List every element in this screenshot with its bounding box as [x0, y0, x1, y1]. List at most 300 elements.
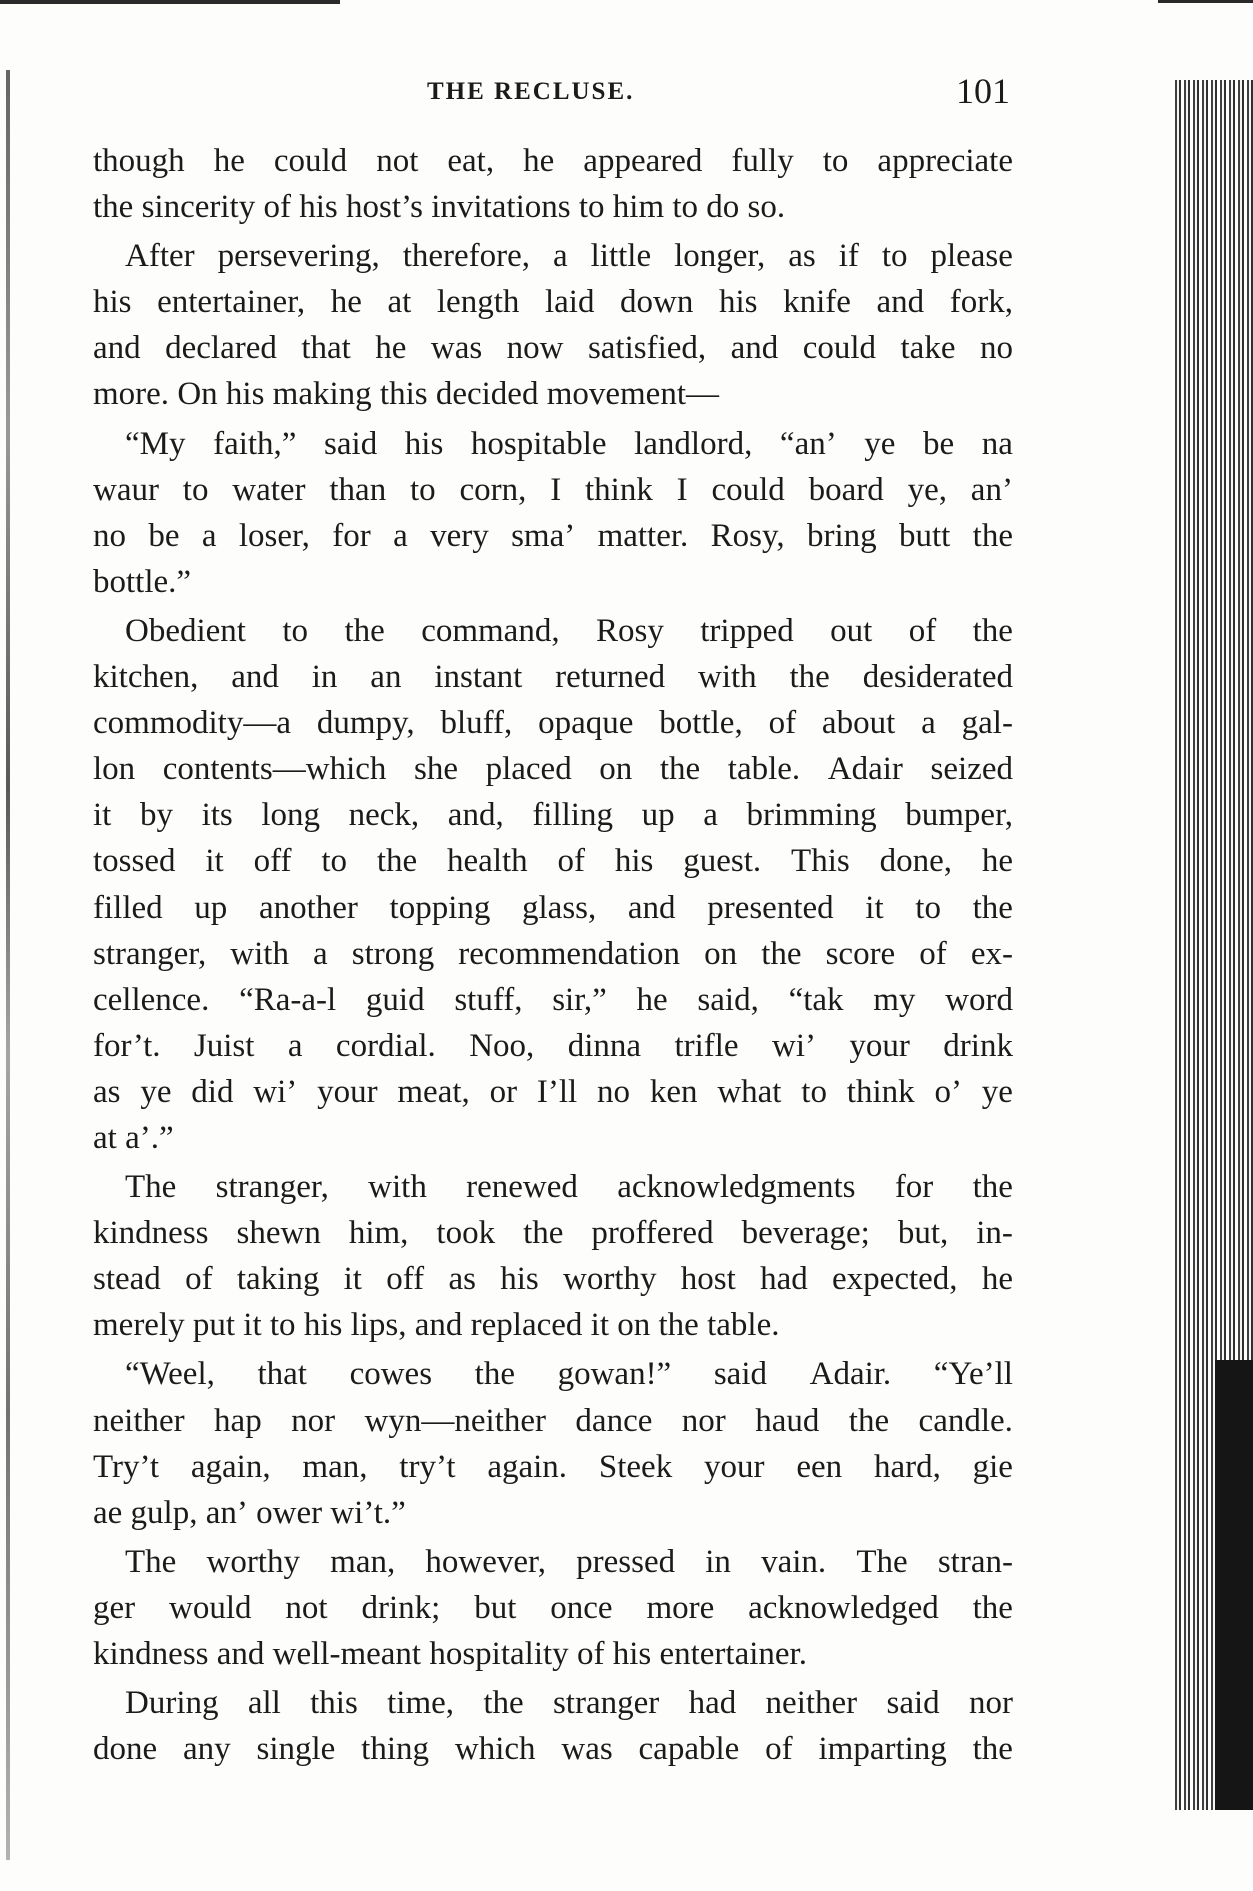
word: was	[430, 330, 483, 367]
word: of	[557, 843, 586, 880]
word: appeared	[583, 143, 703, 179]
word: seized	[930, 751, 1013, 788]
word: appreciate	[877, 143, 1013, 179]
word: fully	[731, 143, 794, 179]
word: the	[972, 1169, 1013, 1206]
word: any	[183, 1731, 231, 1768]
word: and	[876, 284, 925, 321]
word: as	[448, 1261, 476, 1298]
word: what	[717, 1073, 782, 1110]
word: longer,	[674, 238, 766, 275]
word: entertainer,	[157, 284, 306, 321]
text-line	[93, 1351, 1013, 1397]
word: topping	[389, 889, 491, 926]
word: “an’	[779, 425, 837, 462]
word: the	[848, 1402, 890, 1439]
word: down	[620, 284, 694, 321]
text-line	[93, 700, 1013, 746]
word: of	[919, 935, 947, 972]
word: stead	[93, 1261, 161, 1298]
word: bluff,	[440, 705, 513, 742]
word: making	[272, 376, 380, 413]
word: she	[413, 751, 458, 788]
text-line	[93, 1539, 1013, 1585]
word: it	[865, 889, 884, 926]
word: of	[768, 705, 797, 742]
word: and	[627, 889, 676, 926]
word: man,	[302, 1448, 368, 1485]
word: think	[585, 471, 653, 508]
word: filling	[532, 797, 613, 834]
word: acknowledgments	[617, 1169, 856, 1206]
word: said,	[697, 981, 759, 1018]
word: invitations	[431, 189, 579, 226]
word: wi’	[253, 1073, 298, 1110]
word: sir,”	[552, 981, 607, 1018]
word: took	[436, 1215, 496, 1252]
word: of	[263, 189, 300, 226]
text-line	[93, 1164, 1013, 1210]
word: the	[972, 1731, 1013, 1768]
word: so.	[747, 189, 786, 226]
word: do	[706, 189, 748, 226]
word: stuff,	[454, 981, 523, 1018]
word: no	[597, 1073, 631, 1110]
word: water	[232, 471, 306, 508]
word: worthy	[206, 1543, 300, 1580]
word: laid	[544, 284, 595, 321]
word: ye,	[907, 471, 947, 508]
word: gulp,	[130, 1494, 206, 1531]
word: sma’	[511, 517, 576, 554]
word: it	[590, 1307, 618, 1344]
text-line	[93, 279, 1013, 325]
word: stranger,	[93, 935, 207, 972]
text-line	[93, 977, 1013, 1023]
text-line	[93, 1631, 1013, 1677]
word: please	[930, 238, 1013, 275]
text-line	[93, 1115, 1013, 1161]
left-page-edge	[6, 70, 10, 1860]
word: The	[125, 1543, 177, 1580]
word: and	[93, 330, 141, 367]
text-line	[93, 931, 1013, 977]
text-line	[93, 325, 1013, 371]
word: contents—which	[162, 751, 387, 788]
word: sincerity	[141, 189, 264, 226]
word: his	[225, 376, 273, 413]
word: the	[761, 935, 802, 972]
word: merely	[93, 1307, 193, 1344]
word: pressed	[576, 1543, 676, 1580]
word: him,	[348, 1215, 409, 1252]
word: beverage;	[741, 1215, 870, 1252]
word: in-	[976, 1215, 1013, 1252]
word: imparting	[818, 1731, 947, 1768]
word: could	[273, 143, 348, 179]
word: replaced	[470, 1307, 591, 1344]
word: of	[765, 1731, 793, 1768]
word: brimming	[746, 797, 877, 834]
word: opaque	[538, 705, 634, 742]
word: to	[410, 471, 436, 508]
text-line	[93, 184, 1013, 230]
word: butt	[898, 517, 951, 554]
word: meat,	[397, 1073, 470, 1110]
word: with	[697, 659, 757, 696]
text-line	[93, 233, 1013, 279]
word: dance	[575, 1402, 653, 1439]
word: to	[578, 189, 613, 226]
word: put	[192, 1307, 244, 1344]
word: and	[231, 659, 279, 696]
word: little	[590, 238, 652, 275]
word: the	[523, 1215, 564, 1252]
word: the	[972, 1589, 1013, 1626]
text-line	[93, 1023, 1013, 1069]
text-line	[93, 885, 1013, 931]
word: drink	[943, 1027, 1013, 1064]
word: think	[846, 1073, 915, 1110]
word: corn,	[459, 471, 527, 508]
word: its	[201, 797, 233, 834]
top-edge-rule	[0, 0, 340, 4]
text-line	[93, 467, 1013, 513]
word: for’t.	[93, 1027, 161, 1064]
word: capable	[638, 1731, 740, 1768]
word: off	[386, 1261, 425, 1298]
word: neither	[93, 1402, 185, 1439]
word: landlord,	[634, 425, 753, 462]
word: up	[194, 889, 228, 926]
word: entertainer.	[659, 1636, 807, 1672]
word: placed	[485, 751, 572, 788]
word: nor	[968, 1685, 1013, 1722]
word: drink;	[361, 1589, 441, 1626]
word: gowan!”	[557, 1356, 672, 1393]
word: up	[641, 797, 675, 834]
text-line	[93, 1210, 1013, 1256]
text-line	[93, 421, 1013, 467]
text-line	[93, 1726, 1013, 1772]
word: though	[93, 143, 185, 179]
word: the	[972, 517, 1013, 554]
word: than	[329, 471, 387, 508]
body-text	[93, 138, 1013, 1772]
word: in	[705, 1543, 731, 1580]
word: faith,”	[213, 425, 297, 462]
word: and,	[447, 797, 504, 834]
word: neither	[765, 1685, 858, 1722]
word: his	[614, 843, 654, 880]
word: expected,	[832, 1261, 958, 1298]
word: a	[553, 238, 568, 275]
word: on	[704, 935, 738, 972]
word: about	[821, 705, 896, 742]
word: Noo,	[469, 1027, 535, 1064]
word: ger	[93, 1589, 136, 1626]
word: as	[788, 238, 816, 275]
word: and	[414, 1307, 471, 1344]
text-line	[93, 1444, 1013, 1490]
word: table.	[707, 1307, 780, 1344]
word: bottle,	[659, 705, 743, 742]
word: strong	[351, 935, 435, 972]
word: ken	[649, 1073, 698, 1110]
word: he	[523, 143, 555, 179]
word: na	[981, 425, 1013, 462]
word: persevering,	[217, 238, 380, 275]
word: During	[125, 1685, 219, 1722]
word: or	[489, 1073, 518, 1110]
word: After	[125, 238, 195, 275]
word: Rosy	[595, 612, 664, 649]
word: take	[900, 330, 956, 367]
word: guid	[365, 981, 425, 1018]
word: declared	[165, 330, 277, 367]
word: gie	[972, 1448, 1013, 1485]
word: matter.	[597, 517, 689, 554]
word: not	[376, 143, 419, 179]
word: that	[301, 330, 351, 367]
word: presented	[707, 889, 834, 926]
word: he	[330, 284, 362, 321]
word: neck,	[348, 797, 420, 834]
word: a	[393, 517, 408, 554]
word: decided	[435, 376, 547, 413]
word: the	[659, 751, 701, 788]
word: bumper,	[905, 797, 1013, 834]
word: the	[483, 1685, 524, 1722]
word: to	[269, 1307, 304, 1344]
word: knife	[783, 284, 851, 321]
word: bottle.”	[93, 563, 192, 600]
word: gal-	[961, 705, 1013, 742]
word: no	[979, 330, 1013, 367]
word: “Weel,	[125, 1356, 215, 1393]
word: which	[454, 1731, 536, 1768]
word: loser,	[238, 517, 310, 554]
word: score	[825, 935, 896, 972]
word: stran-	[937, 1543, 1013, 1580]
word: I	[550, 471, 562, 508]
word: but	[474, 1589, 517, 1626]
word: bring	[806, 517, 877, 554]
word: een	[796, 1448, 843, 1485]
word: said	[713, 1356, 767, 1393]
word: ye	[981, 1073, 1013, 1110]
word: a	[201, 517, 217, 554]
word: and	[730, 330, 779, 367]
word: and	[216, 1636, 273, 1672]
word: kindness	[93, 1215, 209, 1252]
word: host	[680, 1261, 736, 1298]
word: however,	[425, 1543, 546, 1580]
word: his	[718, 284, 758, 321]
word: movement—	[546, 376, 720, 413]
word: he	[213, 143, 245, 179]
word: therefore,	[402, 238, 531, 275]
word: for	[332, 517, 371, 554]
word: that	[257, 1356, 307, 1393]
text-line	[93, 1585, 1013, 1631]
word: it	[205, 843, 224, 880]
page-number: 101	[956, 71, 1010, 111]
text-line	[93, 559, 1013, 605]
word: Adair.	[809, 1356, 892, 1393]
word: cellence.	[93, 981, 210, 1018]
word: done,	[879, 843, 952, 880]
word: filled	[93, 889, 163, 926]
word: again,	[190, 1448, 271, 1485]
word: his	[93, 284, 132, 321]
word: with	[230, 935, 289, 972]
word: the	[658, 1307, 708, 1344]
word: stranger,	[215, 1169, 329, 1206]
word: ae	[93, 1494, 131, 1531]
word: eat,	[447, 143, 495, 179]
word: try’t	[399, 1448, 456, 1485]
word: in	[311, 659, 338, 696]
word: length	[436, 284, 520, 321]
word: ye	[864, 425, 896, 462]
word: could	[711, 471, 785, 508]
word: thing	[361, 1731, 430, 1768]
word: the	[789, 659, 830, 696]
word: I	[676, 471, 688, 508]
word: but,	[897, 1215, 949, 1252]
word: hospitality	[429, 1636, 577, 1672]
word: on	[599, 751, 633, 788]
word: he	[375, 330, 407, 367]
word: recommendation	[458, 935, 681, 972]
word: health	[447, 843, 528, 880]
word: more	[646, 1589, 715, 1626]
word: as	[93, 1073, 121, 1110]
text-line	[93, 1069, 1013, 1115]
text-line	[93, 608, 1013, 654]
word: for	[894, 1169, 934, 1206]
word: tossed	[93, 843, 176, 880]
running-head: THE RECLUSE.	[427, 78, 635, 105]
word: no	[93, 517, 126, 554]
word: nor	[681, 1402, 726, 1439]
word: On	[177, 376, 226, 413]
word: proffered	[591, 1215, 714, 1252]
word: an’	[205, 1494, 257, 1531]
word: Try’t	[93, 1448, 160, 1485]
word: Steek	[598, 1448, 673, 1485]
word: his	[303, 1307, 351, 1344]
word: commodity—a	[93, 705, 291, 742]
text-line	[93, 746, 1013, 792]
word: well-meant	[272, 1636, 430, 1672]
word: would	[169, 1589, 252, 1626]
word: wi’	[771, 1027, 816, 1064]
word: the	[93, 189, 142, 226]
word: his	[299, 189, 346, 226]
word: satisfied,	[587, 330, 707, 367]
word: to	[881, 238, 908, 275]
text-line	[93, 1256, 1013, 1302]
word: board	[808, 471, 884, 508]
word: candle.	[918, 1402, 1013, 1439]
word: dinna	[567, 1027, 642, 1064]
word: returned	[555, 659, 666, 696]
word: host’s	[345, 189, 432, 226]
word: “tak	[788, 981, 844, 1018]
word: could	[802, 330, 877, 367]
word: of	[576, 1636, 613, 1672]
word: The	[125, 1169, 177, 1206]
word: off	[253, 843, 292, 880]
word: command,	[421, 612, 560, 649]
word: wyn—neither	[364, 1402, 546, 1439]
word: said	[324, 425, 378, 462]
word: he	[981, 1261, 1013, 1298]
word: waur	[93, 471, 159, 508]
word: the	[376, 843, 418, 880]
word: lips,	[350, 1307, 415, 1344]
word: The	[856, 1543, 908, 1580]
word: be	[923, 425, 955, 462]
word: him	[612, 189, 673, 226]
word: his	[404, 425, 444, 462]
word: had	[688, 1685, 737, 1722]
word: This	[791, 843, 850, 880]
word: to	[915, 889, 941, 926]
word: to	[321, 843, 347, 880]
word: “Ye’ll	[933, 1356, 1013, 1393]
word: I’ll	[536, 1073, 578, 1110]
word: all	[247, 1685, 281, 1722]
word: worthy	[563, 1261, 657, 1298]
word: instant	[434, 659, 523, 696]
word: an	[370, 659, 402, 696]
word: hap	[214, 1402, 262, 1439]
word: a	[287, 1027, 303, 1064]
top-edge-rule-right	[1158, 0, 1253, 3]
text-line	[93, 792, 1013, 838]
word: taking	[236, 1261, 320, 1298]
word: ower	[256, 1494, 331, 1531]
word: a	[313, 935, 328, 972]
word: the	[344, 612, 385, 649]
word: now	[506, 330, 564, 367]
word: at	[93, 1119, 126, 1156]
word: once	[550, 1589, 613, 1626]
word: your	[849, 1027, 910, 1064]
word: ye	[140, 1073, 172, 1110]
word: he	[636, 981, 668, 1018]
word: renewed	[466, 1169, 578, 1206]
word: my	[873, 981, 916, 1018]
word: this	[310, 1685, 358, 1722]
word: to	[822, 143, 849, 179]
word: not	[285, 1589, 328, 1626]
word: “My	[125, 425, 186, 462]
word: man,	[330, 1543, 396, 1580]
word: done	[93, 1731, 158, 1768]
word: your	[704, 1448, 765, 1485]
word: if	[838, 238, 859, 275]
word: very	[430, 517, 489, 554]
word: time,	[387, 1685, 455, 1722]
word: hard,	[873, 1448, 941, 1485]
word: a	[921, 705, 936, 742]
word: wi’t.”	[330, 1494, 406, 1531]
word: tripped	[700, 612, 794, 649]
